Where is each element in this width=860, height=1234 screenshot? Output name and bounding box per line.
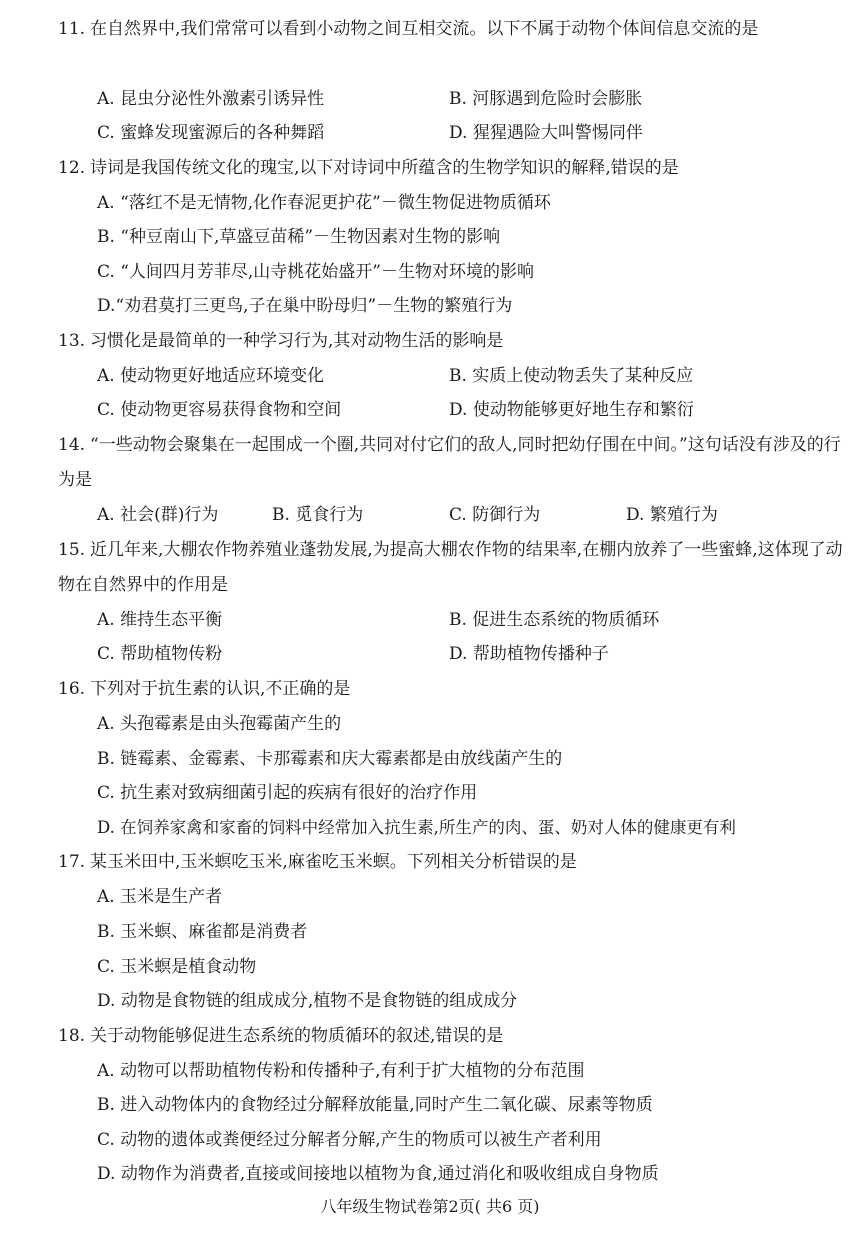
question-number: 15. xyxy=(58,540,86,560)
question-18-option-c: C. 动物的遗体或粪便经过分解者分解,产生的物质可以被生产者利用 xyxy=(97,1130,602,1150)
question-12-stem xyxy=(58,151,848,186)
question-17-option-a: A. 玉米是生产者 xyxy=(97,887,223,907)
question-12-option-a: A. “落红不是无情物,化作春泥更护花”－微生物促进物质循环 xyxy=(97,193,551,213)
question-12-option-c: C. “人间四月芳菲尽,山寺桃花始盛开”－生物对环境的影响 xyxy=(97,262,534,282)
question-15-option-c: C. 帮助植物传粉 xyxy=(97,644,223,664)
question-13-option-c: C. 使动物更容易获得食物和空间 xyxy=(97,400,342,420)
page-footer: 八年级生物试卷第2页( 共6 页) xyxy=(320,1197,540,1216)
question-text: 下列对于抗生素的认识,不正确的是 xyxy=(90,679,351,699)
question-number: 13. xyxy=(58,331,86,351)
question-16-option-c: C. 抗生素对致病细菌引起的疾病有很好的治疗作用 xyxy=(97,783,478,803)
question-14-option-c: C. 防御行为 xyxy=(449,505,541,525)
question-text: 在自然界中,我们常常可以看到小动物之间互相交流。以下不属于动物个体间信息交流的是 xyxy=(90,19,759,39)
question-16-option-d: D. 在饲养家禽和家畜的饲料中经常加入抗生素,所生产的肉、蛋、奶对人体的健康更有利 xyxy=(97,818,736,837)
question-13-option-a: A. 使动物更好地适应环境变化 xyxy=(97,366,325,386)
question-11-option-d: D. 猩猩遇险大叫警惕同伴 xyxy=(449,123,643,143)
question-16-option-a: A. 头孢霉素是由头孢霉菌产生的 xyxy=(97,714,342,734)
question-14-stem xyxy=(58,428,848,497)
question-11-stem xyxy=(58,12,848,47)
question-17-stem xyxy=(58,845,848,880)
question-text: 某玉米田中,玉米螟吃玉米,麻雀吃玉米螟。下列相关分析错误的是 xyxy=(90,852,577,872)
question-number: 17. xyxy=(58,852,86,872)
question-18-option-b: B. 进入动物体内的食物经过分解释放能量,同时产生二氧化碳、尿素等物质 xyxy=(97,1095,653,1115)
question-text: 近几年来,大棚农作物养殖业蓬勃发展,为提高大棚农作物的结果率,在棚内放养了一些蜜蜂,这体现了动物在自然界中的作用是 xyxy=(58,540,843,595)
question-14-option-b: B. 觅食行为 xyxy=(272,505,364,525)
question-12-option-d: D.“劝君莫打三更鸟,子在巢中盼母归”－生物的繁殖行为 xyxy=(97,296,513,316)
question-text: 习惯化是最简单的一种学习行为,其对动物生活的影响是 xyxy=(90,331,504,351)
question-17-option-d: D. 动物是食物链的组成成分,植物不是食物链的组成成分 xyxy=(97,991,518,1011)
question-18-option-a: A. 动物可以帮助植物传粉和传播种子,有利于扩大植物的分布范围 xyxy=(97,1061,585,1081)
question-15-stem xyxy=(58,533,848,602)
question-14-option-a: A. 社会(群)行为 xyxy=(97,505,219,525)
question-number: 16. xyxy=(58,679,86,699)
question-17-option-b: B. 玉米螟、麻雀都是消费者 xyxy=(97,922,308,942)
question-text: 关于动物能够促进生态系统的物质循环的叙述,错误的是 xyxy=(90,1026,504,1046)
question-15-option-a: A. 维持生态平衡 xyxy=(97,610,223,630)
question-16-stem xyxy=(58,672,848,707)
question-number: 14. xyxy=(58,435,86,455)
question-11-option-c: C. 蜜蜂发现蜜源后的各种舞蹈 xyxy=(97,123,325,143)
question-15-option-b: B. 促进生态系统的物质循环 xyxy=(449,610,660,630)
question-11-option-a: A. 昆虫分泌性外激素引诱异性 xyxy=(97,89,325,109)
question-13-option-d: D. 使动物能够更好地生存和繁衍 xyxy=(449,400,694,420)
question-15-option-d: D. 帮助植物传播种子 xyxy=(449,644,609,664)
question-number: 12. xyxy=(58,158,86,178)
question-number: 11. xyxy=(58,19,86,39)
question-13-stem xyxy=(58,324,848,359)
question-18-stem xyxy=(58,1019,848,1054)
question-13-option-b: B. 实质上使动物丢失了某种反应 xyxy=(449,366,694,386)
question-17-option-c: C. 玉米螟是植食动物 xyxy=(97,957,257,977)
question-11-option-b: B. 河豚遇到危险时会膨胀 xyxy=(449,89,643,109)
question-14-option-d: D. 繁殖行为 xyxy=(626,505,718,525)
question-text: 诗词是我国传统文化的瑰宝,以下对诗词中所蕴含的生物学知识的解释,错误的是 xyxy=(90,158,679,178)
question-number: 18. xyxy=(58,1026,86,1046)
question-16-option-b: B. 链霉素、金霉素、卡那霉素和庆大霉素都是由放线菌产生的 xyxy=(97,749,563,769)
question-text: “一些动物会聚集在一起围成一个圈,共同对付它们的敌人,同时把幼仔围在中间。”这句话没有涉及的行为是 xyxy=(58,435,841,490)
question-18-option-d: D. 动物作为消费者,直接或间接地以植物为食,通过消化和吸收组成自身物质 xyxy=(97,1164,659,1184)
question-12-option-b: B. “种豆南山下,草盛豆苗稀”－生物因素对生物的影响 xyxy=(97,227,501,247)
